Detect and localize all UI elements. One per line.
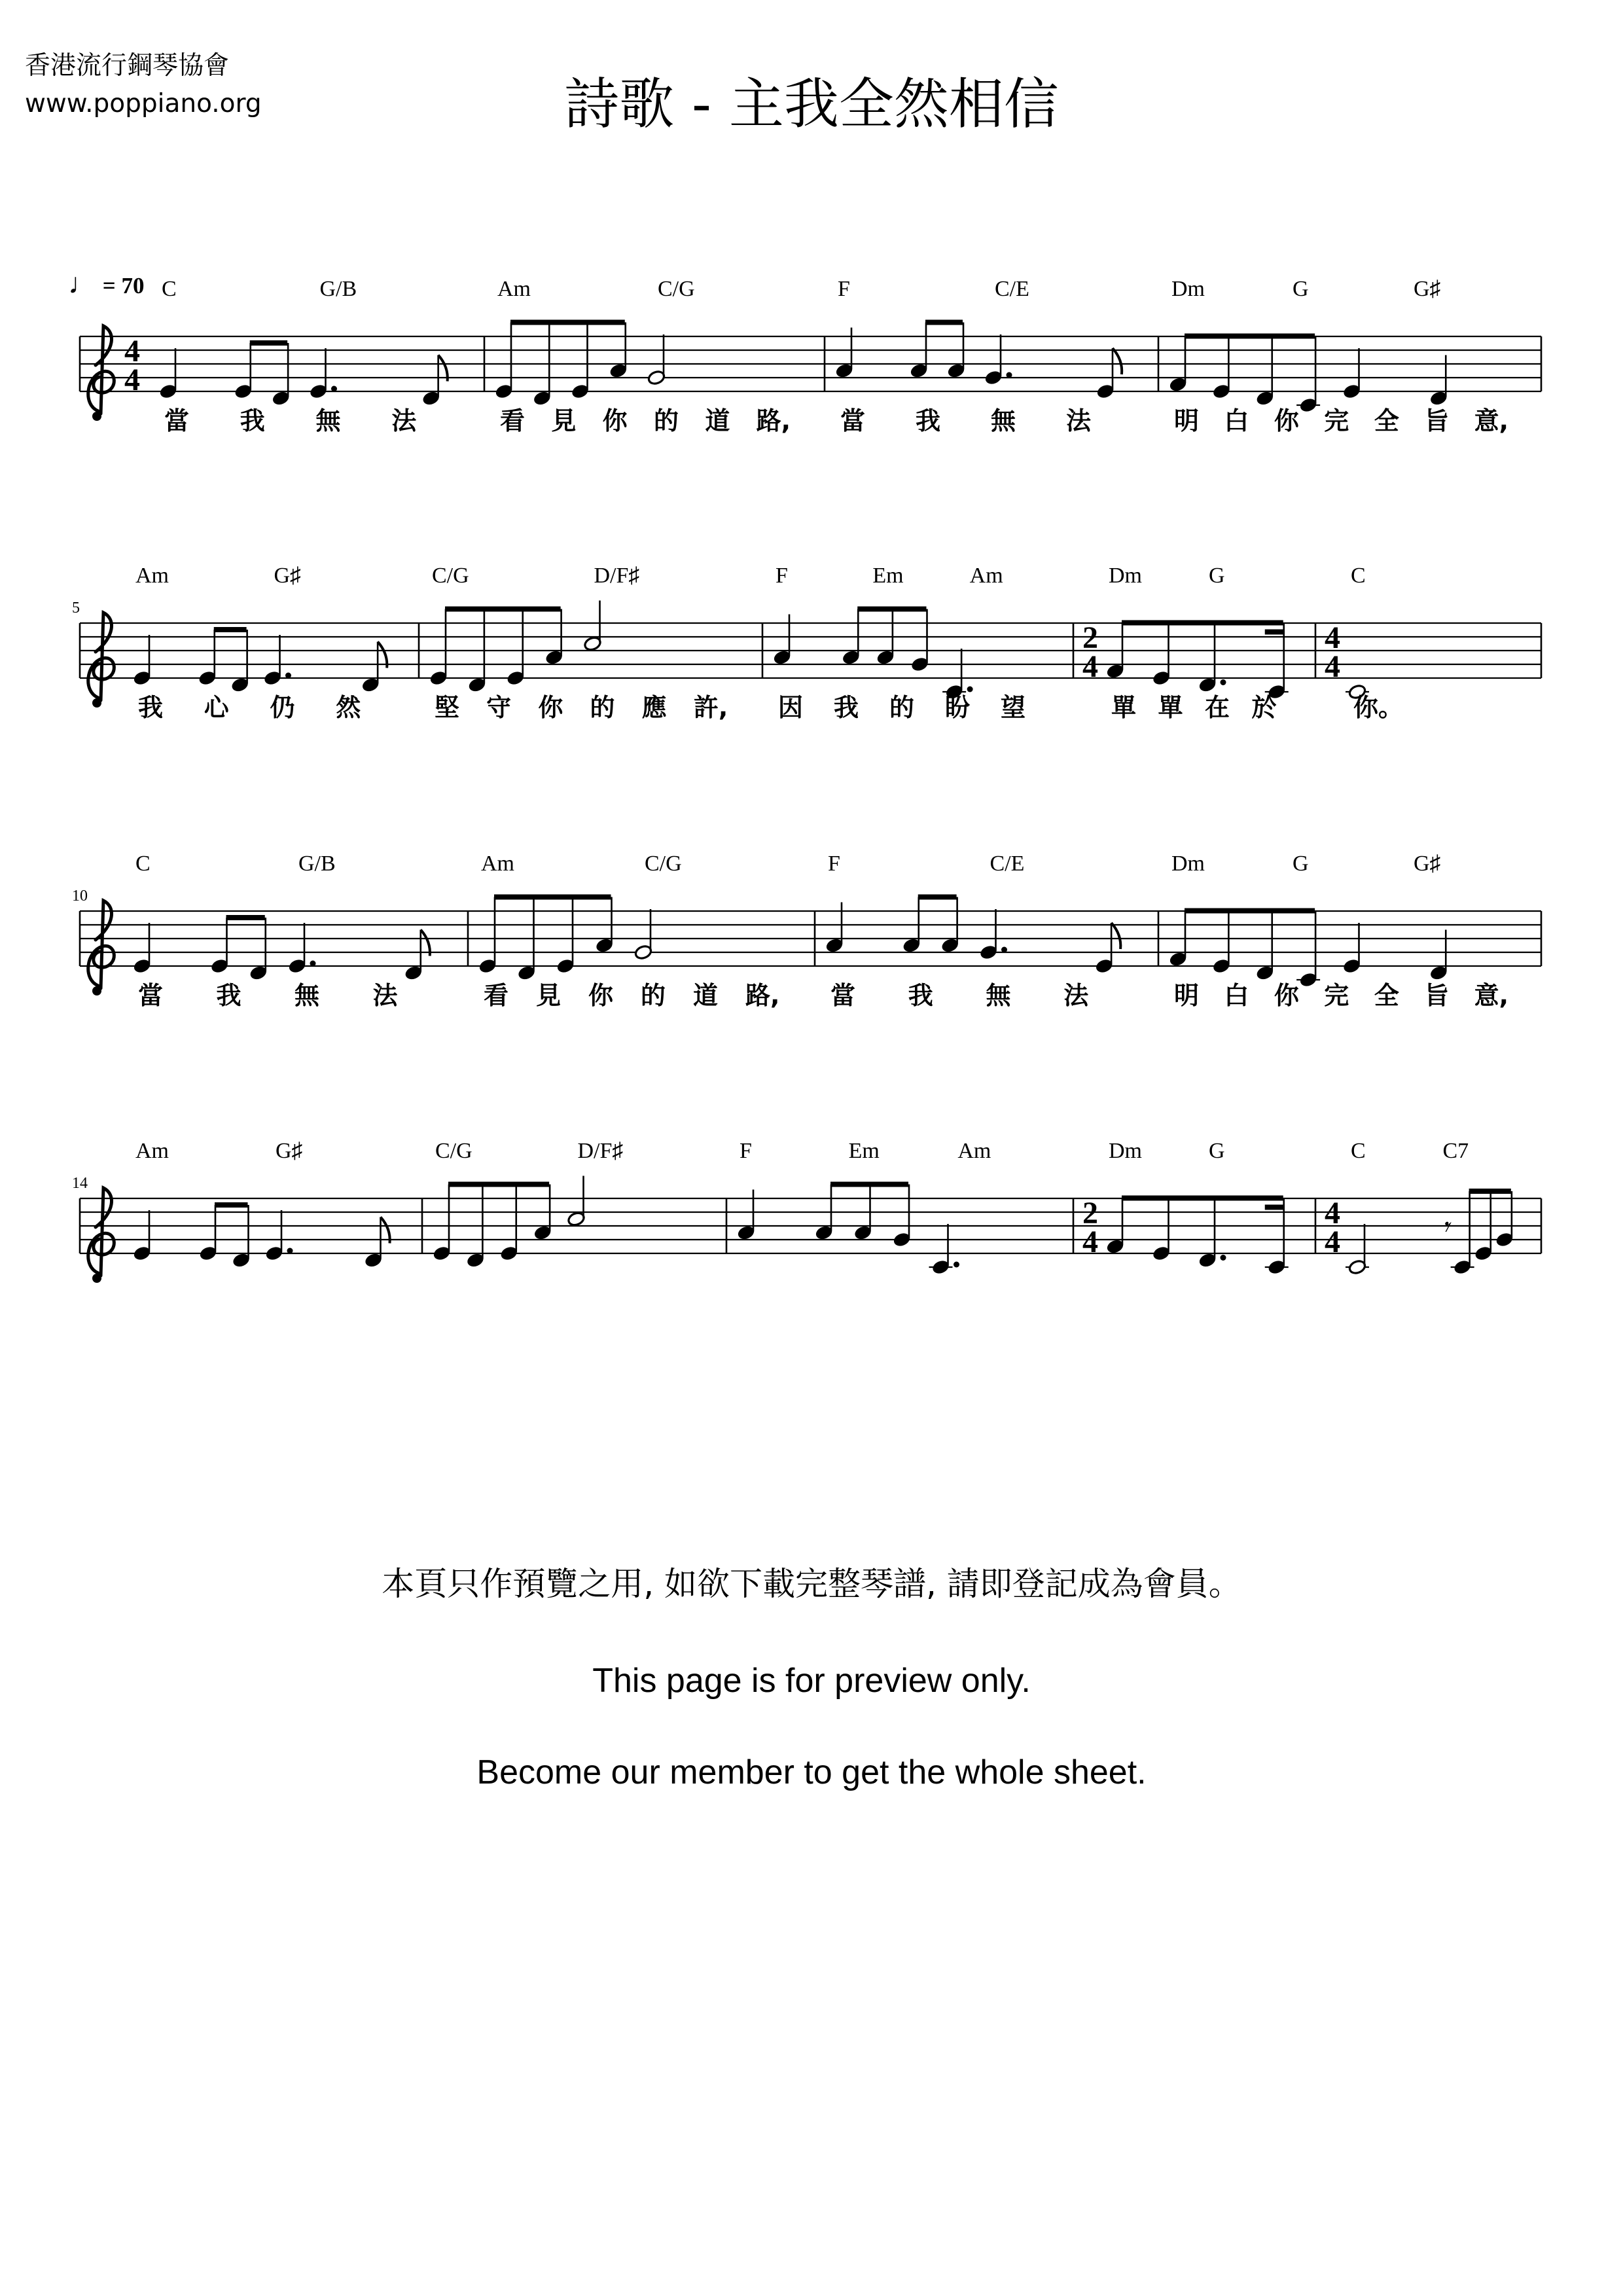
lyric-syllable: 路, [745,981,780,1010]
chord-symbol: G♯ [1414,852,1441,876]
lyric-syllable: 無 [991,406,1016,435]
time-signature-bottom: 4 [1325,1225,1340,1259]
lyric-syllable: 我 [916,406,941,435]
lyric-syllable: 法 [1063,981,1089,1010]
lyric-syllable: 法 [372,981,398,1010]
chord-symbol: Am [957,1139,991,1163]
lyric-syllable: 道 [705,406,730,435]
lyric-syllable: 在 [1205,693,1230,722]
lyric-syllable: 當 [138,981,164,1010]
lyric-syllable: 單 [1158,693,1183,722]
lyric-syllable: 我 [908,981,933,1010]
lyric-syllable: 盼 [945,693,971,722]
lyric-syllable: 見 [551,406,577,435]
lyric-syllable: 你 [602,406,628,435]
treble-clef-stroke [88,326,115,414]
lyric-syllable: 應 [641,693,667,722]
treble-clef-dot [92,986,101,996]
lyric-syllable: 見 [536,981,562,1010]
dot-augmentation [285,673,291,679]
chord-symbol: C7 [1442,1139,1469,1163]
lyric-syllable: 的 [654,406,679,435]
chord-symbol: G [1209,1139,1225,1163]
treble-clef-dot [92,1274,101,1283]
lyric-syllable: 你 [1274,981,1299,1010]
lyric-syllable: 的 [641,981,666,1010]
lyric-syllable: 的 [590,693,615,722]
lyric-syllable: 仍 [270,693,295,722]
lyric-syllable: 你 [1274,406,1299,435]
lyric-syllable: 意, [1474,981,1509,1010]
time-signature-bottom: 4 [124,363,140,397]
lyric-syllable: 堅 [435,693,460,722]
time-signature-top: 4 [1325,1196,1340,1230]
chord-symbol: Dm [1109,564,1142,588]
lyric-syllable: 無 [294,981,320,1010]
chord-symbol: G [1209,564,1225,588]
dot-augmentation [1007,372,1012,378]
chord-symbol: Dm [1171,852,1205,876]
dot-augmentation [967,687,973,692]
treble-clef-stroke [88,1188,115,1276]
lyric-syllable: 的 [889,693,915,722]
lyric-syllable: 於 [1251,693,1277,722]
chord-symbol: C [1351,1139,1366,1163]
chord-symbol: Dm [1109,1139,1142,1163]
lyric-syllable: 明 [1174,406,1200,435]
time-signature-bottom: 4 [1082,649,1098,684]
time-signature-top: 2 [1082,1196,1098,1230]
lyric-syllable: 看 [484,981,509,1010]
treble-clef-icon [88,1188,115,1283]
dot-augmentation [287,1248,293,1254]
song-title: 詩歌 - 主我全然相信 [564,72,1059,136]
chord-symbol: C [135,852,151,876]
lyric-syllable: 明 [1174,981,1200,1010]
lyric-syllable: 旨 [1424,406,1450,435]
treble-clef-stroke [88,901,115,988]
notice-english-1: This page is for preview only. [592,1662,1031,1700]
lyric-syllable: 我 [216,981,241,1010]
lyric-syllable: 法 [1066,406,1092,435]
time-signature-top: 4 [1325,620,1340,655]
lyric-syllable: 法 [391,406,417,435]
lyric-syllable: 當 [164,406,190,435]
lyric-syllable: 道 [693,981,719,1010]
dot-augmentation [954,1262,959,1268]
chord-symbol: C/G [435,1139,473,1163]
chord-symbol: G/B [298,852,336,876]
chord-symbol: C/G [658,277,695,301]
chord-symbol: C/G [432,564,469,588]
chord-symbol: C/E [995,277,1029,301]
publisher-name: 香港流行鋼琴協會 [25,51,230,81]
time-signature-bottom: 4 [1325,649,1340,684]
chord-symbol: D/F♯ [577,1139,624,1163]
lyric-syllable: 望 [1001,693,1026,722]
lyric-syllable: 我 [138,693,164,722]
time-signature-bottom: 4 [1082,1225,1098,1259]
chord-symbol: C/G [645,852,682,876]
chord-symbol: F [838,277,850,301]
lyric-syllable: 完 [1324,406,1349,435]
chord-symbol: F [828,852,840,876]
lyric-syllable: 許, [693,693,728,722]
chord-symbol: C [162,277,177,301]
dot-augmentation [310,961,316,967]
dot-augmentation [331,386,337,392]
chord-symbol: Am [969,564,1003,588]
lyric-syllable: 我 [240,406,265,435]
chord-symbol: G♯ [1414,277,1441,301]
chord-symbol: D/F♯ [594,564,640,588]
dot-augmentation [1221,679,1226,685]
chord-symbol: Am [497,277,531,301]
chord-symbol: C [1351,564,1366,588]
lyric-syllable: 我 [834,693,859,722]
eighth-rest-icon: 𝄾 [1441,1211,1449,1243]
preview-notice [0,1558,1623,1844]
notice-chinese: 本頁只作預覽之用, 如欲下載完整琴譜, 請即登記成為會員。 [382,1565,1241,1603]
treble-clef-icon [88,613,115,708]
publisher-url[interactable]: www.poppiano.org [25,89,262,118]
note-flag [1111,923,1120,949]
lyric-syllable: 當 [830,981,856,1010]
treble-clef-dot [92,412,101,421]
chord-symbol: G [1293,277,1309,301]
note-flag [1113,348,1122,374]
lyric-syllable: 旨 [1424,981,1450,1010]
notice-english-2: Become our member to get the whole sheet. [476,1753,1147,1791]
chord-symbol: Am [481,852,514,876]
chord-symbol: C/E [990,852,1025,876]
chord-symbol: Em [848,1139,880,1163]
lyric-syllable: 無 [986,981,1011,1010]
lyric-syllable: 然 [336,693,361,722]
lyric-syllable: 意, [1474,406,1509,435]
lyric-syllable: 全 [1374,406,1399,435]
lyric-syllable: 白 [1224,406,1249,435]
lyric-syllable: 你。 [1353,693,1404,722]
time-signature-top: 2 [1082,620,1098,655]
measure-number: 14 [72,1175,88,1192]
lyric-syllable: 全 [1374,981,1399,1010]
lyric-syllable: 你 [588,981,614,1010]
lyric-syllable: 無 [315,406,341,435]
time-signature-top: 4 [124,334,140,368]
chord-symbol: G [1293,852,1309,876]
lyric-syllable: 你 [538,693,563,722]
lyric-syllable: 白 [1224,981,1249,1010]
lyric-syllable: 看 [500,406,526,435]
lyric-syllable: 守 [486,693,512,722]
lyric-syllable: 單 [1111,693,1137,722]
chord-symbol: G♯ [274,564,302,588]
chord-symbol: Em [872,564,904,588]
chord-symbol: Am [135,1139,169,1163]
lyric-syllable: 當 [840,406,866,435]
chord-symbol: F [740,1139,752,1163]
treble-clef-icon [88,901,115,996]
chord-symbol: G♯ [276,1139,303,1163]
chord-symbol: Am [135,564,169,588]
treble-clef-icon [88,326,115,421]
tempo-bpm: = 70 [102,273,145,298]
chord-symbol: G/B [319,277,357,301]
dot-augmentation [1001,947,1007,953]
lyric-syllable: 路, [756,406,791,435]
treble-clef-dot [92,698,101,708]
treble-clef-stroke [88,613,115,700]
quarter-note-icon: ♩ [68,268,97,300]
lyric-syllable: 因 [778,693,804,722]
lyric-syllable: 心 [204,693,229,722]
measure-number: 5 [72,600,80,617]
chord-symbol: F [776,564,788,588]
lyric-syllable: 完 [1324,981,1349,1010]
chord-symbol: Dm [1171,277,1205,301]
dot-augmentation [1221,1255,1226,1261]
measure-number: 10 [72,888,88,905]
